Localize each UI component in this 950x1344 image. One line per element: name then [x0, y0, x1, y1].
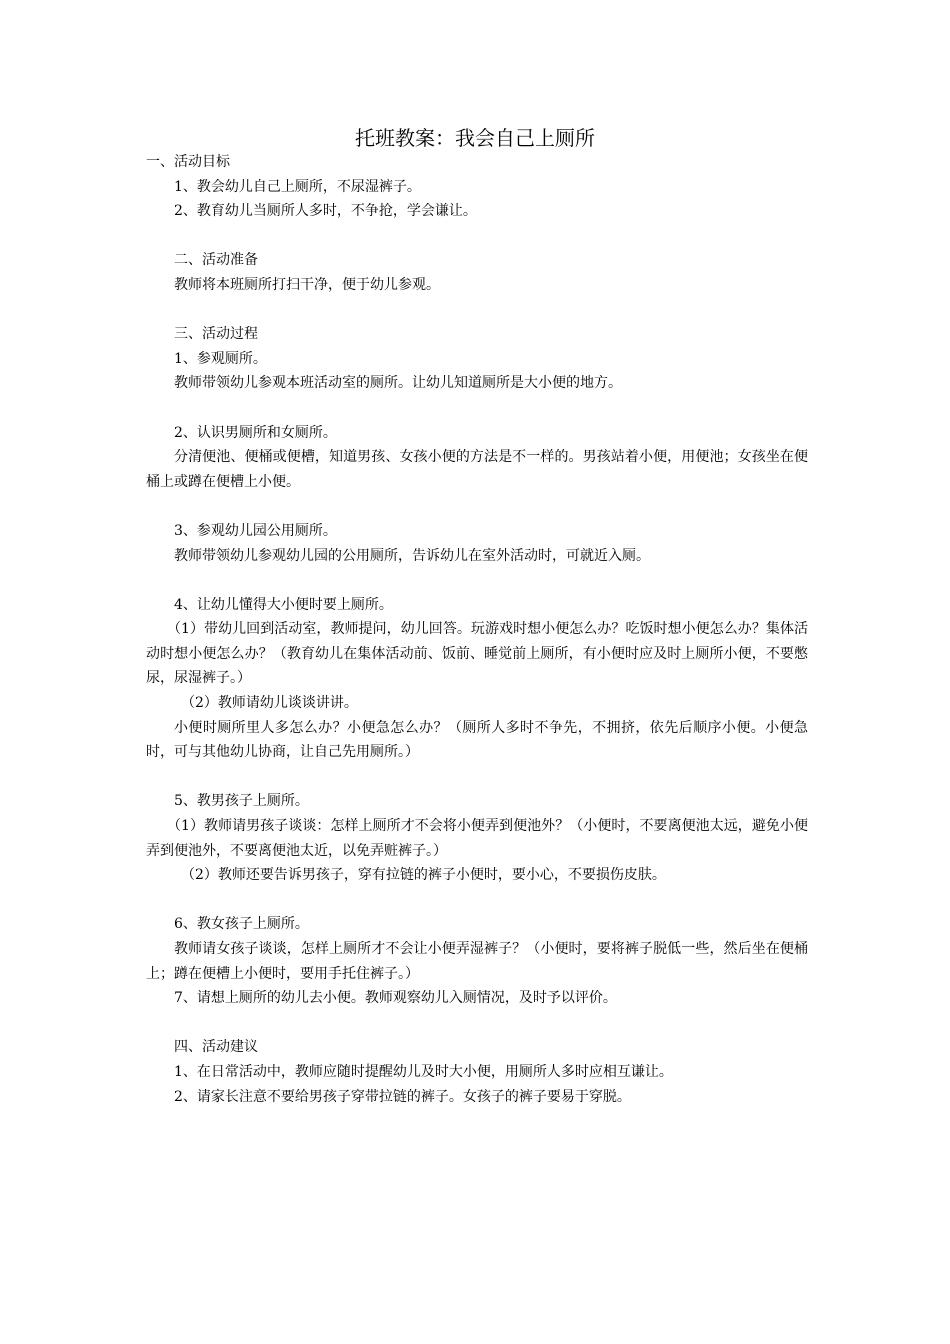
paragraph: 1、在日常活动中，教师应随时提醒幼儿及时大小便，用厕所人多时应相互谦让。 [174, 1063, 673, 1080]
blank-line [146, 298, 808, 323]
document-body [146, 150, 808, 1109]
section-heading-objectives: 一、活动目标 [146, 154, 230, 170]
paragraph: 2、认识男厕所和女厕所。 [174, 424, 337, 441]
blank-line [146, 494, 808, 519]
section-heading-suggestions: 四、活动建议 [174, 1039, 258, 1056]
section-heading-process: 三、活动过程 [174, 326, 258, 343]
paragraph: 教师请女孩子谈谈，怎样上厕所才不会让小便弄湿裤子？（小便时，要将裤子脱低一些，然后坐在便桶上；蹲在便槽上小便时，要用手托住裤子。） [146, 941, 808, 982]
paragraph: 5、教男孩子上厕所。 [174, 793, 309, 810]
document-title: 托班教案：我会自己上厕所 [355, 126, 595, 150]
paragraph: 1、教会幼儿自己上厕所，不尿湿裤子。 [174, 178, 421, 195]
blank-line [146, 224, 808, 249]
paragraph: 教师带领幼儿参观幼儿园的公用厕所，告诉幼儿在室外活动时，可就近入厕。 [174, 547, 650, 564]
paragraph: 教师带领幼儿参观本班活动室的厕所。让幼儿知道厕所是大小便的地方。 [174, 375, 622, 392]
paragraph: 3、参观幼儿园公用厕所。 [174, 522, 337, 539]
paragraph: 2、请家长注意不要给男孩子穿带拉链的裤子。女孩子的裤子要易于穿脱。 [174, 1088, 631, 1105]
blank-line [146, 1011, 808, 1036]
paragraph: 分清便池、便桶或便槽，知道男孩、女孩小便的方法是不一样的。男孩站着小便，用便池；女孩坐在便桶上或蹲在便槽上小便。 [146, 449, 808, 490]
blank-line [146, 765, 808, 790]
paragraph: （1）教师请男孩子谈谈：怎样上厕所才不会将小便弄到便池外？（小便时，不要离便池太远，避免小便弄到便池外，不要离便池太近，以免弄赃裤子。） [146, 818, 808, 859]
paragraph: （1）带幼儿回到活动室，教师提问，幼儿回答。玩游戏时想小便怎么办？吃饭时想小便怎么办？集体活动时想小便怎么办？（教育幼儿在集体活动前、饭前、睡觉前上厕所，有小便时应及时上厕所小便，不要憋尿，尿湿裤子。） [146, 621, 808, 687]
paragraph: 4、让幼儿懂得大小便时要上厕所。 [174, 596, 393, 613]
blank-line [146, 888, 808, 913]
paragraph: 1、参观厕所。 [174, 350, 267, 367]
paragraph: 7、请想上厕所的幼儿去小便。教师观察幼儿入厕情况，及时予以评价。 [174, 990, 617, 1007]
paragraph: 小便时厕所里人多怎么办？小便急怎么办？（厕所人多时不争先，不拥挤，依先后顺序小便。小便急时，可与其他幼儿协商，让自己先用厕所。） [146, 719, 808, 761]
blank-line [146, 568, 808, 593]
section-heading-preparation: 二、活动准备 [174, 252, 258, 269]
paragraph: （2）教师请幼儿谈谈讲讲。 [181, 695, 358, 712]
paragraph: 教师将本班厕所打扫干净，便于幼儿参观。 [174, 276, 440, 293]
paragraph: （2）教师还要告诉男孩子，穿有拉链的裤子小便时，要小心，不要损伤皮肤。 [181, 867, 666, 884]
paragraph: 6、教女孩子上厕所。 [174, 916, 309, 933]
paragraph: 2、教育幼儿当厕所人多时，不争抢，学会谦让。 [174, 203, 477, 220]
blank-line [146, 396, 808, 421]
